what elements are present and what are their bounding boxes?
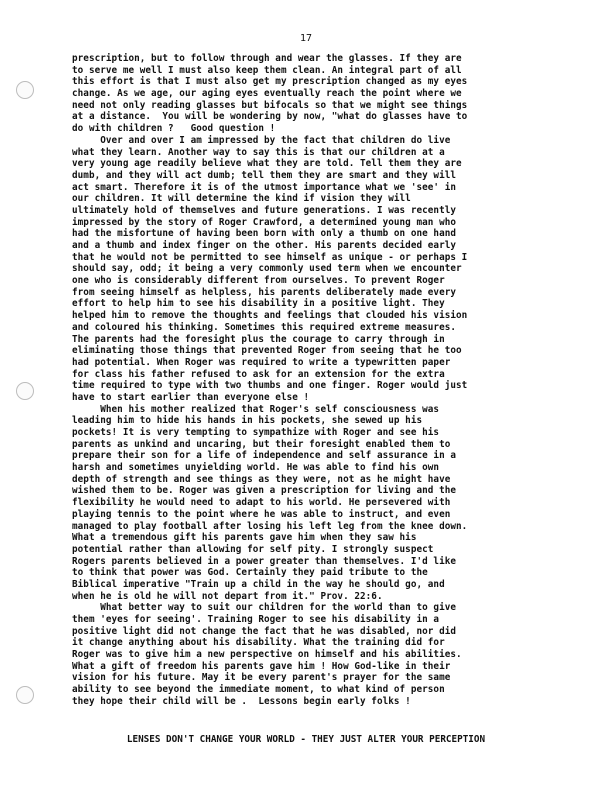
text-line: managed to play football after losing his left leg from the knee down. [72,520,468,532]
text-line: What better way to suit our children for the world than to give [72,602,457,614]
text-line: flexibility he would need to adapt to his world. He persevered with [72,497,451,509]
text-line: had the misfortune of having been born with only a thumb on one hand [72,228,457,240]
text-line: that he would not be permitted to see himself as unique - or perhaps I [72,251,468,263]
text-line: them 'eyes for seeing'. Training Roger to see his disability in a [72,614,440,625]
text-line: prescription, but to follow through and wear the glasses. If they are [72,53,462,64]
text-line: for class his father refused to ask for an extension for the extra [72,368,445,380]
text-line: Biblical imperative "Train up a child in the way he should go, and [72,578,445,590]
text-line: Rogers parents believed in a power greater than themselves. I'd like [72,555,457,567]
text-line: to serve me well I must also keep them clean. An integral part of all [72,64,462,76]
text-line: pockets! It is very tempting to sympathize with Roger and see his [72,427,440,438]
punch-hole-middle [16,382,34,400]
punch-hole-top [16,81,34,99]
text-line: What a gift of freedom his parents gave him ! How God-like in their [72,660,451,672]
text-line: at a distance. You will be wondering by now, "what do glasses have to [72,111,468,123]
text-line: Roger was to give him a new perspective on himself and his abilities. [72,649,462,661]
text-line: prepare their son for a life of independence and self assurance in a [72,450,457,462]
text-line: parents as unkind and uncaring, but their foresight enabled them to [72,438,451,450]
text-line: ability to see beyond the immediate moment, to what kind of person [72,684,445,696]
text-line: do with children ? Good question ! [72,123,276,135]
text-line: The parents had the foresight plus the courage to carry through in [72,333,445,345]
text-line: helped him to remove the thoughts and feelings that clouded his vision [72,310,468,322]
text-line: When his mother realized that Roger's self consciousness was [72,403,440,415]
text-line: from seeing himself as helpless, his parents deliberately made every [72,286,457,298]
body-text [72,53,572,708]
text-line: it change anything about his disability. What the training did for [72,637,445,649]
text-line: leading him to hide his hands in his pockets, she sewed up his [72,415,423,427]
text-line: need not only reading glasses but bifocals so that we might see things [72,99,468,111]
text-line: this effort is that I must also get my prescription changed as my eyes [72,76,468,88]
text-line: change. As we age, our aging eyes eventually reach the point where we [72,88,462,100]
punch-hole-bottom [16,686,34,704]
text-line: wished them to be. Roger was given a prescription for living and the [72,485,457,497]
text-line: have to start earlier than everyone else ! [72,391,310,403]
text-line: positive light did not change the fact that he was disabled, nor did [72,625,457,637]
text-line: and coloured his thinking. Sometimes this required extreme measures. [72,321,457,333]
text-line: impressed by the story of Roger Crawford, a determined young man who [72,216,457,228]
text-line: and a thumb and index finger on the other. His parents decided early [72,240,457,251]
text-line: very young age readily believe what they are told. Tell them they are [72,158,462,170]
text-line: act smart. Therefore it is of the utmost importance what we 'see' in [72,181,457,193]
text-line: What a tremendous gift his parents gave him when they saw his [72,532,417,544]
text-line: they hope their child will be . Lessons begin early folks ! [72,695,411,707]
text-line: Over and over I am impressed by the fact that children do live [72,134,451,146]
motto: LENSES DON'T CHANGE YOUR WORLD - THEY JUST ALTER YOUR PERCEPTION [126,734,486,745]
text-line: to think that power was God. Certainly they paid tribute to the [72,567,428,579]
text-line: should say, odd; it being a very commonly used term when we encounter [72,263,462,275]
text-line: potential rather than allowing for self pity. I strongly suspect [72,543,434,555]
text-line: effort to help him to see his disability in a positive light. They [72,298,445,310]
text-line: when he is old he will not depart from it." Prov. 22:6. [72,590,383,602]
text-line: dumb, and they will act dumb; tell them they are smart and they will [72,169,457,181]
text-line: what they learn. Another way to say this is that our children at a [72,146,445,158]
text-line: our children. It will determine the kind if vision they will [72,193,411,205]
text-line: eliminating those things that prevented Roger from seeing that he too [72,345,462,357]
text-line: vision for his future. May it be every parent's prayer for the same [72,672,451,684]
text-line: ultimately hold of themselves and future generations. I was recently [72,204,457,216]
text-line: time required to type with two thumbs and one finger. Roger would just [72,380,468,392]
page-number: 17 [299,33,313,44]
text-line: one who is considerably different from ourselves. To prevent Roger [72,275,445,287]
text-line: playing tennis to the point where he was able to instruct, and even [72,508,451,520]
text-line: depth of strength and see things as they were, not as he might have [72,473,451,485]
text-line: had potential. When Roger was required to write a typewritten paper [72,356,451,368]
text-line: harsh and sometimes unyielding world. He was able to find his own [72,462,440,474]
